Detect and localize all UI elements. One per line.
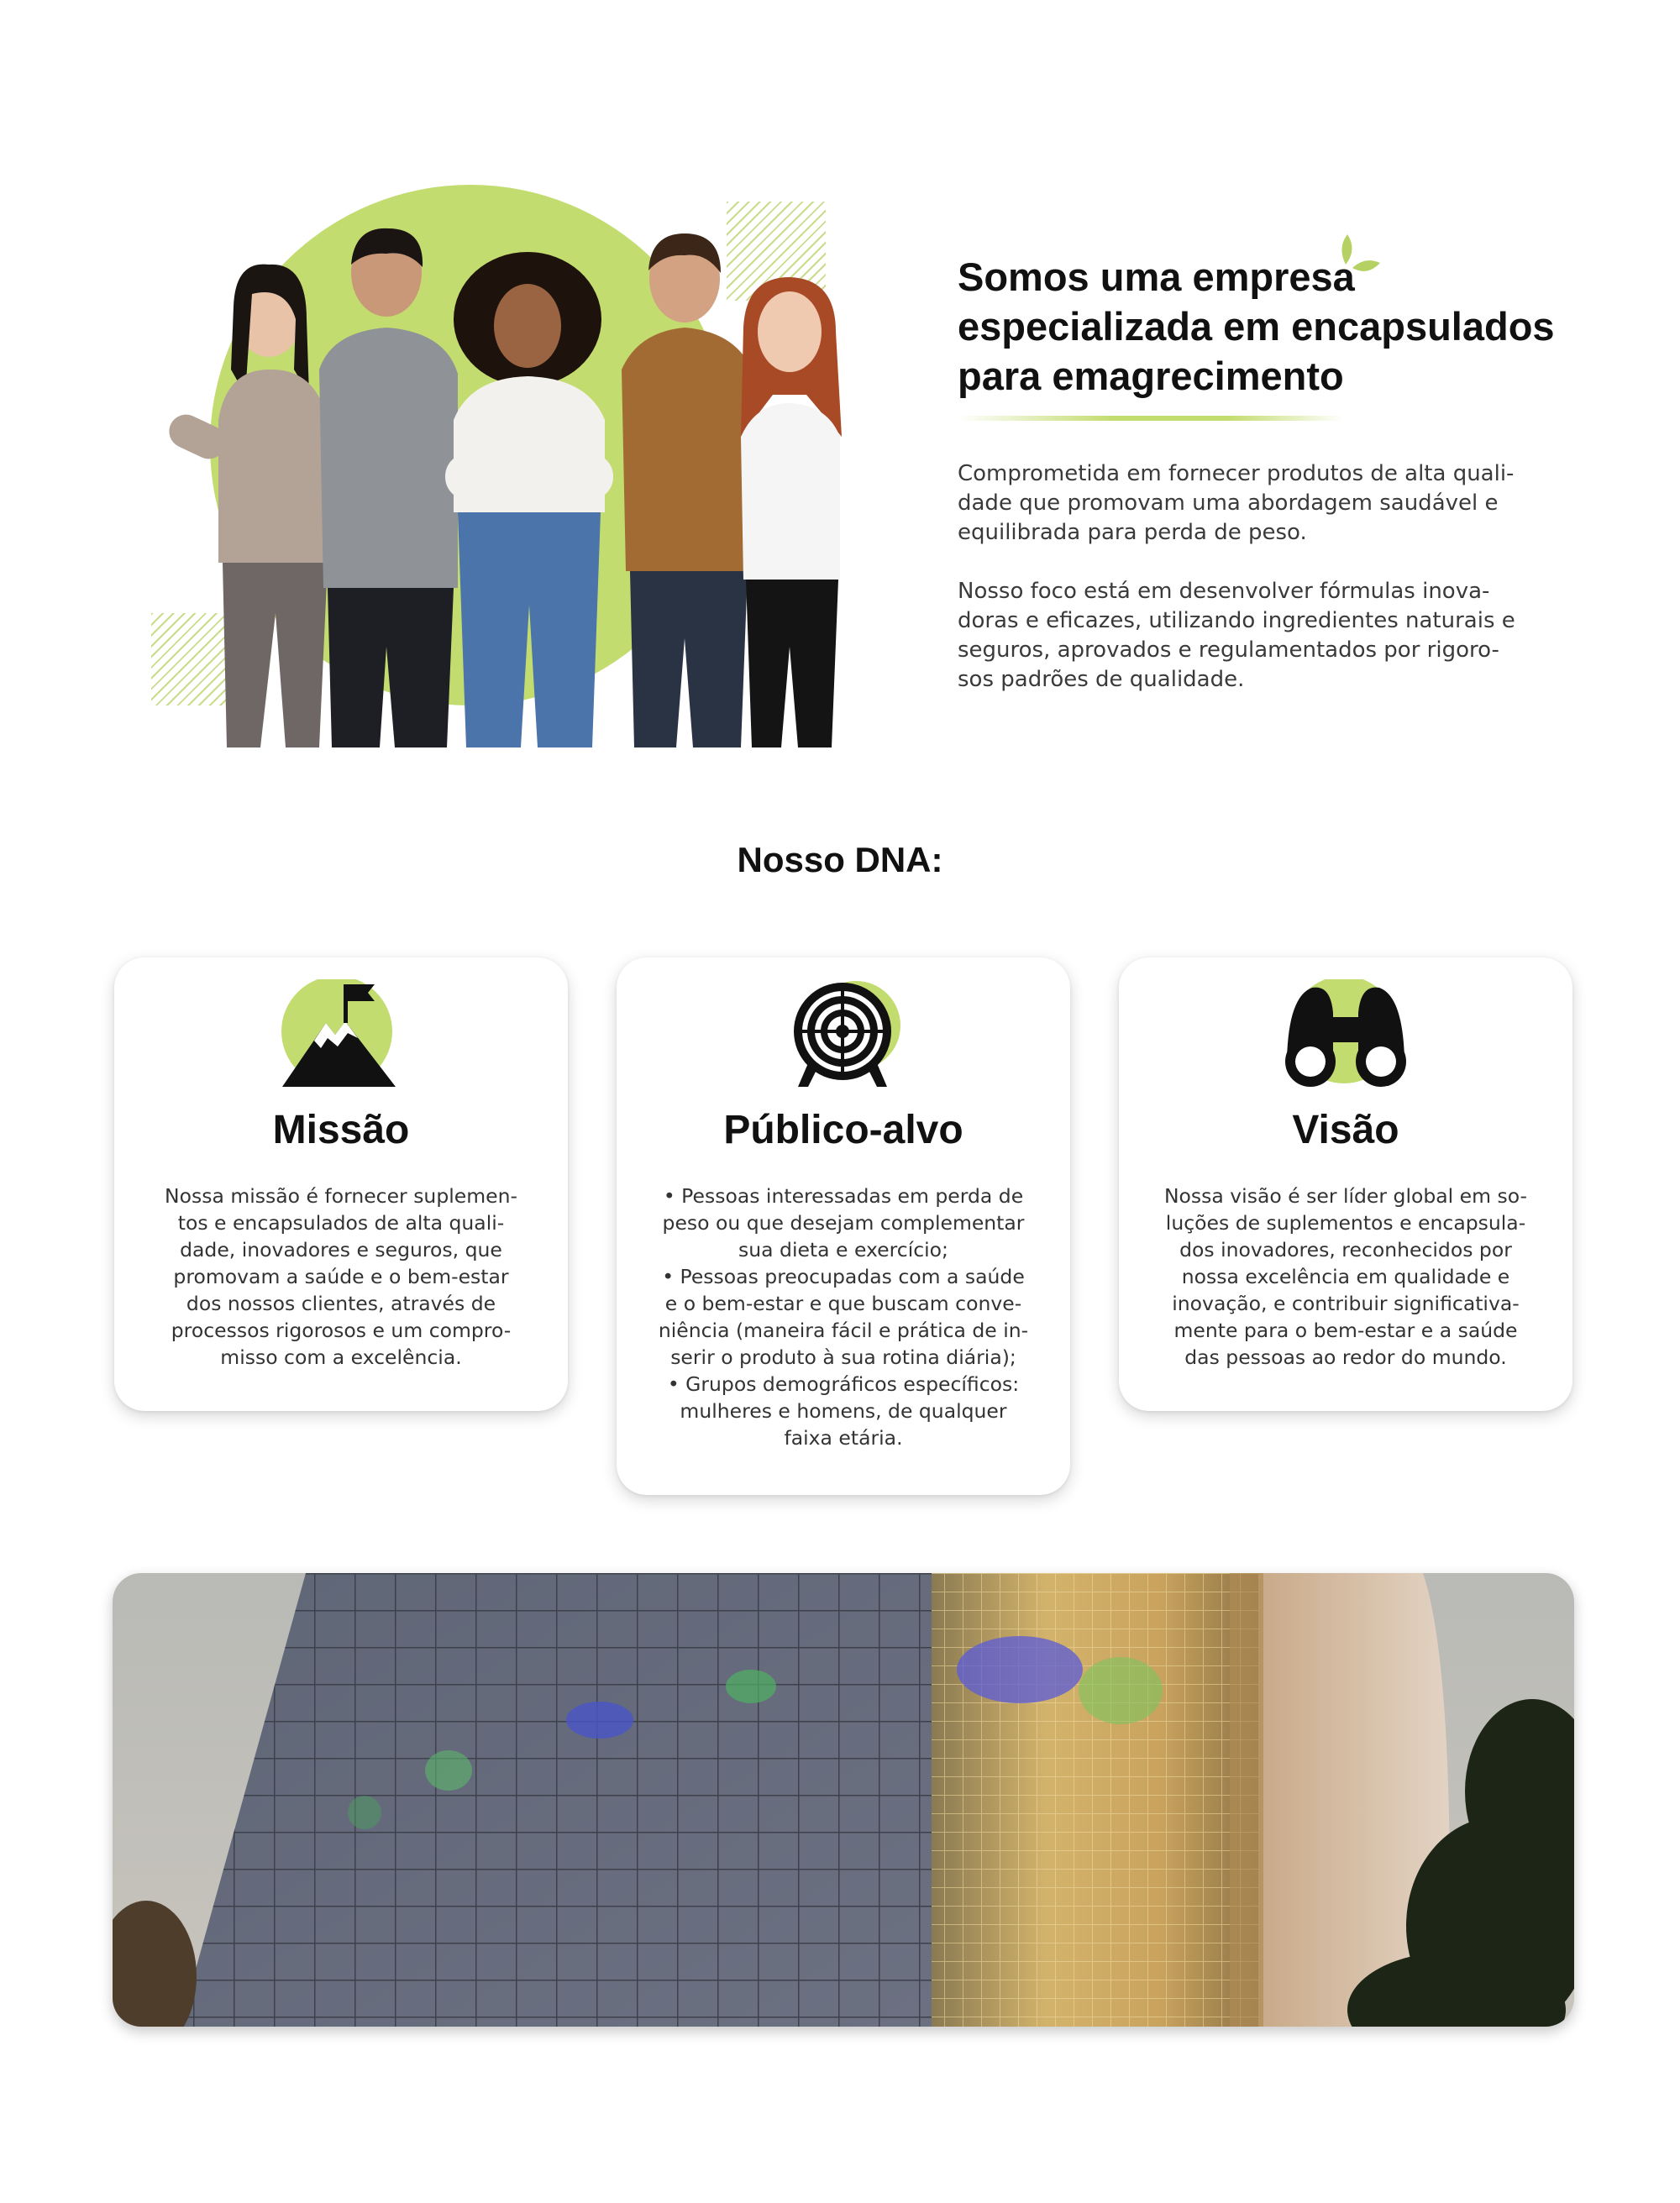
person-1 <box>164 265 332 747</box>
hero-illustration <box>134 176 890 756</box>
building-photo-graphic <box>113 1573 1574 2027</box>
dna-card-missao <box>114 957 568 1411</box>
card-title-visao: Visão <box>1292 1108 1399 1152</box>
card-text-visao: Nossa visão é ser líder global em so- luções de suplementos e encapsula- dos inovadores, reconhecidos por nossa excelência em qualidade e inovação, e contribuir significativa- mente para o bem-estar e a saúde das pessoas ao redor do mundo. <box>1163 1184 1528 1369</box>
hero-title-line-1: Somos uma empresa <box>958 254 1355 299</box>
person-2 <box>319 228 458 747</box>
title-underline-divider <box>958 416 1344 421</box>
building-photo <box>113 1573 1574 2027</box>
dna-card-publico-alvo <box>617 957 1070 1495</box>
hero-title-line-2: especializada em encapsulados <box>958 304 1555 349</box>
hero-title-line-3: para emagrecimento <box>958 354 1344 398</box>
hero-title <box>958 252 1562 401</box>
group-of-people-photo <box>134 227 890 747</box>
target-icon <box>726 979 961 1088</box>
dna-card-visao <box>1119 957 1572 1411</box>
card-text-publico-alvo: • Pessoas interessadas em perda de peso ou que desejam complementar sua dieta e exercício; • Pessoas preocupadas com a saúde e o bem-estar e que buscam conve- niência (maneira fácil e prática de in- serir o produto à sua rotina diária); • Grupos demográficos específicos: mulheres e homens, de qualquer faixa etária. <box>658 1184 1029 1450</box>
binoculars-icon <box>1228 979 1463 1088</box>
card-text-missao: Nossa missão é fornecer suplemen- tos e encapsulados de alta quali- dade, inovadores e seguros, que promovam a saúde e o bem-estar dos nossos clientes, através de processos rigorosos e um compro- misso com a excelência. <box>165 1184 517 1369</box>
person-4 <box>622 233 752 747</box>
dna-heading: Nosso DNA: <box>737 840 943 879</box>
hero-paragraph-1: Comprometida em fornecer produtos de alta quali- dade que promovam uma abordagem saudável e equilibrada para perda de peso. <box>958 461 1515 545</box>
mountain-flag-icon <box>223 979 459 1088</box>
hero-text-block <box>958 252 1562 695</box>
card-title-missao: Missão <box>272 1108 410 1152</box>
hero-paragraph-2: Nosso foco está em desenvolver fórmulas inova- doras e eficazes, utilizando ingredientes naturais e seguros, aprovados e regulamentados por rigoro- sos padrões de qualidade. <box>958 579 1515 692</box>
person-5 <box>741 277 842 747</box>
person-3 <box>445 252 613 747</box>
card-title-publico-alvo: Público-alvo <box>723 1108 963 1152</box>
